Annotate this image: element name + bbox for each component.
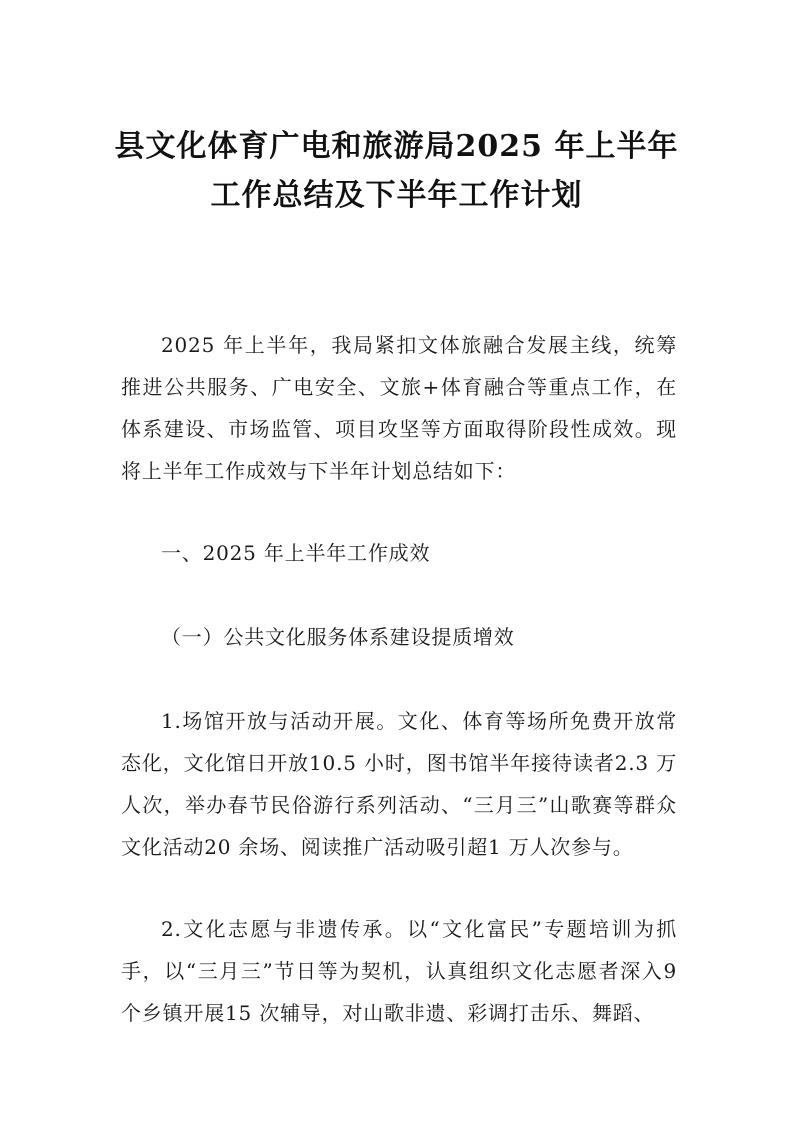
document-title: 县文化体育广电和旅游局2025 年上半年工作总结及下半年工作计划 (114, 129, 679, 213)
intro-paragraph: 2025 年上半年，我局紧扣文体旅融合发展主线，统筹推进公共服务、广电安全、文旅+体育融合等重点工作，在体系建设、市场监管、项目攻坚等方面取得阶段性成效。现将上半年工作成效与下半年计划总结如下： (121, 333, 677, 483)
section-heading: 一、2025 年上半年工作成效 (161, 541, 431, 565)
item-paragraph-1: 1.场馆开放与活动开展。文化、体育等场所免费开放常态化，文化馆日开放10.5 小时，图书馆半年接待读者2.3 万人次，举办春节民俗游行系列活动、“三月三”山歌赛等群众文化活动20 余场、阅读推广活动吸引超1 万人次参与。 (121, 709, 677, 859)
subsection-heading: （一）公共文化服务体系建设提质增效 (161, 625, 515, 649)
item-paragraph-2: 2.文化志愿与非遗传承。以“文化富民”专题培训为抓手，以“三月三”节日等为契机，认真组织文化志愿者深入9 个乡镇开展15 次辅导，对山歌非遗、彩调打击乐、舞蹈、 (121, 917, 677, 1025)
